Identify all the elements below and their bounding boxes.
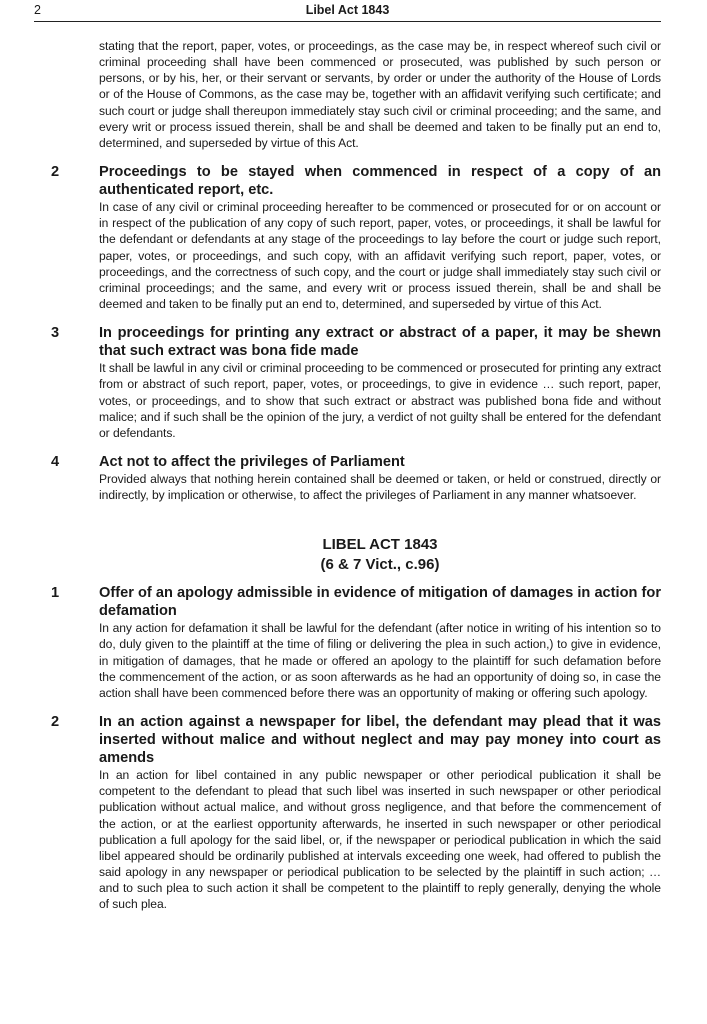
page-number: 2 (34, 3, 41, 17)
section-number: 2 (51, 714, 60, 731)
act-section-1 (34, 584, 661, 701)
section-heading: Act not to affect the privileges of Parliament (99, 453, 405, 470)
section-heading: Offer of an apology admissible in evidence of mitigation of damages in action for defamation (99, 585, 661, 620)
section-heading: In proceedings for printing any extract or abstract of a paper, it may be shewn that such extract was bona fide made (99, 325, 661, 360)
section-2 (34, 163, 661, 312)
section-3 (34, 324, 661, 441)
section-heading: Proceedings to be stayed when commenced in respect of a copy of an authenticated report, etc. (99, 164, 661, 199)
section-body: In case of any civil or criminal proceeding hereafter to be commenced or prosecuted for or on account or in respect of the publication of any copy of such report, paper, votes, or proceedings, it shall be lawful for the defendant or defendants at any stage of the proceedings to lay before the court or judge such report, paper, votes, or proceedings, and such copy, with an affidavit verifying such report, paper, votes, or proceedings, and the correctness of such copy, and the court or judge shall immediately stay such civil or criminal proceedings; and the same, and every writ or process issued therein, shall be and shall be deemed and taken to be finally put an end to, determined, and superseded by virtue of this Act. (99, 200, 661, 312)
section-number: 1 (51, 585, 60, 602)
continuation-paragraph: stating that the report, paper, votes, or proceedings, as the case may be, in respect whereof such civil or criminal proceeding shall have been commenced or prosecuted, was published by such person or persons, or by his, her, or their servant or servants, by order or under the authority of the House of Lords or of the House of Commons, as the case may be, together with an affidavit verifying such certificate; and such court or judge shall thereupon immediately stay such civil or criminal proceeding; and the same, and every writ or process issued therein, shall be and shall be deemed and taken to be finally put an end to, determined, and superseded by virtue of this Act. (99, 39, 661, 150)
act-title-block (34, 535, 661, 574)
section-4 (34, 453, 661, 503)
act-citation: (6 & 7 Vict., c.96) (320, 555, 440, 573)
section-heading: In an action against a newspaper for libel, the defendant may plead that it was inserted without malice and without neglect and may pay money into court as amends (99, 714, 661, 767)
section-number: 2 (51, 164, 60, 181)
section-body: Provided always that nothing herein contained shall be deemed or taken, or held or construed, directly or indirectly, by implication or otherwise, to affect the privileges of Parliament in any manner whatsoever. (99, 471, 661, 503)
section-body: It shall be lawful in any civil or criminal proceeding to be commenced or prosecuted for printing any extract from or abstract of such report, paper, votes, or proceedings, to give in evidence … such report, paper, votes, or proceedings, and to show that such extract or abstract was published bona fide and without malice; and if such shall be the opinion of the jury, a verdict of not guilty shall be entered for the defendant or defendants. (99, 361, 661, 440)
section-number: 4 (51, 453, 60, 470)
running-title: Libel Act 1843 (305, 3, 390, 17)
section-body: In an action for libel contained in any public newspaper or other periodical publication it shall be competent to the defendant to plead that such libel was inserted in such newspaper or other periodical publication without actual malice, and without gross negligence, and that before the commencement of the action, or at the earliest opportunity afterwards, he inserted in such newspaper or other periodical publication a full apology for the said libel, or, if the newspaper or periodical publication in which the said libel appeared should be ordinarily published at intervals exceeding one week, had offered to publish the said apology in any newspaper or periodical publication to be selected by the plaintiff in such action; … and to such plea to such action it shall be competent to the plaintiff to reply generally, denying the whole of such plea. (99, 768, 661, 912)
act-section-2 (34, 713, 661, 912)
page-content (34, 38, 661, 912)
section-number: 3 (51, 325, 60, 342)
page-header (34, 2, 661, 22)
section-body: In any action for defamation it shall be lawful for the defendant (after notice in writing of his intention so to do, duly given to the plaintiff at the time of filing or delivering the plea in such action,) to give in evidence, in mitigation of damages, that he made or offered an apology to the plaintiff for such defamation before the commencement of the action, or as soon afterwards as he had an opportunity of doing so, in case the action shall have been commenced before there was an opportunity of making or offering such apology. (99, 621, 661, 700)
act-title: LIBEL ACT 1843 (322, 536, 438, 554)
